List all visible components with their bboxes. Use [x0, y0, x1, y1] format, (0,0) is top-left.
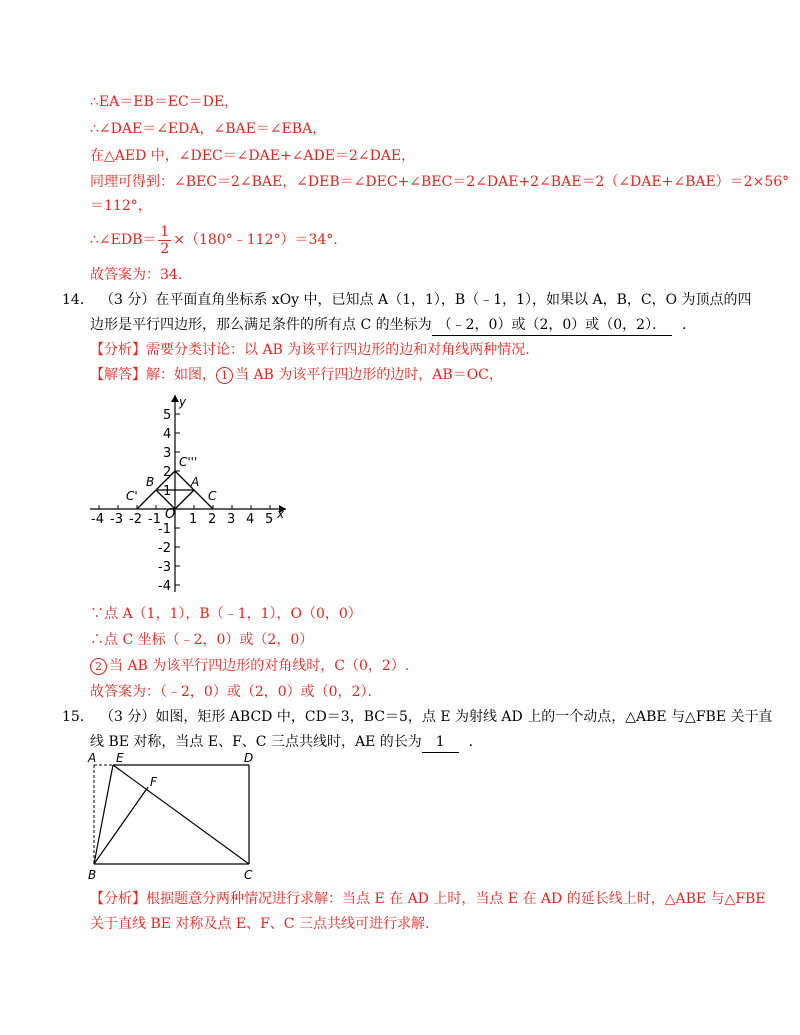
label-b: B: [88, 868, 97, 882]
solution-14-case2-text: 当 AB 为该平行四边形的对角线时，C（0，2）.: [109, 658, 410, 674]
label-a: A: [88, 752, 97, 765]
x-tick-label: 5: [265, 512, 274, 527]
solution-14-case2: [90, 656, 409, 676]
fraction-half: [158, 224, 171, 257]
y-axis-label: y: [179, 395, 187, 409]
edb-line: [90, 222, 338, 258]
point-a-label: A: [191, 475, 200, 489]
label-c: C: [244, 868, 253, 882]
question-14-text2: 边形是平行四边形，那么满足条件的所有点 C 的坐标为: [90, 317, 432, 333]
fraction-denominator: 2: [160, 240, 170, 257]
y-tick-labels: [158, 395, 187, 592]
y-arrow-icon: [171, 395, 179, 402]
analysis-14: 【分析】需要分类讨论：以 AB 为该平行四边形的边和对角线两种情况.: [90, 342, 530, 358]
answer-blank-14: （﹣2，0）或（2，0）或（0，2）．: [432, 315, 672, 336]
question-15-line2: [90, 732, 483, 753]
x-tick-labels: [91, 507, 285, 527]
solution-14-prefix: 【解答】解：如图，: [90, 367, 216, 383]
edb-prefix: ∴∠EDB＝: [90, 232, 157, 248]
x-tick-label: -3: [110, 512, 123, 527]
y-tick-label: 4: [163, 427, 172, 442]
segment-be: [94, 765, 113, 864]
y-tick-label: -1: [158, 522, 171, 537]
point-labels: [126, 455, 217, 503]
solution-14-given: ∵点 A（1，1），B（﹣1，1），O（0，0）: [90, 606, 362, 622]
x-tick-label: -2: [129, 512, 142, 527]
coordinate-graph: [88, 392, 288, 592]
x-tick-label: -4: [91, 512, 104, 527]
y-tick-label: -3: [158, 560, 171, 575]
x-ticks: [99, 505, 270, 509]
x-tick-label: -1: [148, 512, 161, 527]
y-tick-label: 1: [163, 484, 172, 499]
question-15-end: ．: [468, 734, 483, 750]
origin-label: O: [165, 507, 176, 522]
point-c3-label: C''': [179, 455, 198, 469]
analysis-15-line1: 【分析】根据题意分两种情况进行求解：当点 E 在 AD 上时，当点 E 在 AD 的延长线上时，△ABE 与△FBE: [90, 891, 766, 907]
solution-14: [90, 365, 503, 385]
answer-13: 故答案为：34．: [90, 267, 192, 283]
question-number-14: 14．: [62, 292, 94, 308]
segment-ec: [113, 765, 249, 864]
solution-line-3: 在△AED 中，∠DEC＝∠DAE+∠ADE＝2∠DAE，: [90, 148, 416, 164]
question-15-text: （3 分）如图，矩形 ABCD 中，CD＝3，BC＝5，点 E 为射线 AD 上的一个动点，△ABE 与△FBE 关于直: [100, 709, 773, 725]
question-14-line2: [90, 315, 696, 336]
x-tick-label: 3: [227, 512, 236, 527]
question-14-line1: [62, 290, 752, 310]
question-14-end: ．: [682, 317, 697, 333]
point-b-label: B: [146, 475, 155, 489]
y-tick-label: 5: [163, 408, 172, 423]
question-15-line1: [62, 707, 773, 727]
answer-blank-15: 1: [422, 732, 459, 753]
x-tick-label: 1: [189, 512, 198, 527]
question-number-15: 15．: [62, 709, 94, 725]
circled-two: 2: [90, 658, 107, 675]
y-tick-label: 2: [163, 465, 172, 480]
point-c1-label: C': [126, 489, 138, 503]
solution-line-2: ∴∠DAE＝∠EDA，∠BAE＝∠EBA，: [90, 121, 327, 137]
y-tick-label: 3: [163, 446, 172, 461]
label-f: F: [150, 775, 157, 789]
x-tick-label: 4: [246, 512, 255, 527]
solution-line-1: ∴EA＝EB＝EC＝DE，: [90, 94, 239, 110]
y-tick-label: -2: [158, 541, 171, 556]
fraction-numerator: 1: [160, 223, 170, 240]
y-tick-label: -4: [158, 579, 171, 592]
analysis-15-line2: 关于直线 BE 对称及点 E、F、C 三点共线可进行求解.: [90, 916, 430, 932]
y-ticks: [175, 414, 180, 585]
edb-suffix: ×（180°﹣112°）＝34°.: [173, 232, 338, 248]
segment-bf: [94, 787, 148, 864]
question-15-text2: 线 BE 对称，当点 E、F、C 三点共线时，AE 的长为: [90, 734, 422, 750]
solution-line-4: 同理可得到：∠BEC＝2∠BAE，∠DEB＝∠DEC+∠BEC＝2∠DAE+2∠BAE＝2（∠DAE+∠BAE）＝2×56°: [90, 174, 790, 190]
question-14-text: （3 分）在平面直角坐标系 xOy 中，已知点 A（1，1），B（﹣1，1），如果以 A，B，C，O 为顶点的四: [100, 292, 752, 308]
solution-line-5: ＝112°，: [90, 198, 152, 214]
rectangle-figure: [86, 752, 266, 882]
label-e: E: [116, 752, 124, 765]
circled-one: 1: [216, 367, 233, 384]
x-axis-label: x: [277, 507, 285, 521]
point-c2-label: C: [208, 489, 217, 503]
x-tick-label: 2: [208, 512, 217, 527]
answer-14: 故答案为：（﹣2，0）或（2，0）或（0，2）．: [90, 684, 382, 700]
label-d: D: [244, 752, 254, 765]
solution-14-text: 当 AB 为该平行四边形的边时，AB＝OC，: [235, 367, 503, 383]
solution-14-result: ∴点 C 坐标（﹣2，0）或（2，0）: [90, 632, 314, 648]
